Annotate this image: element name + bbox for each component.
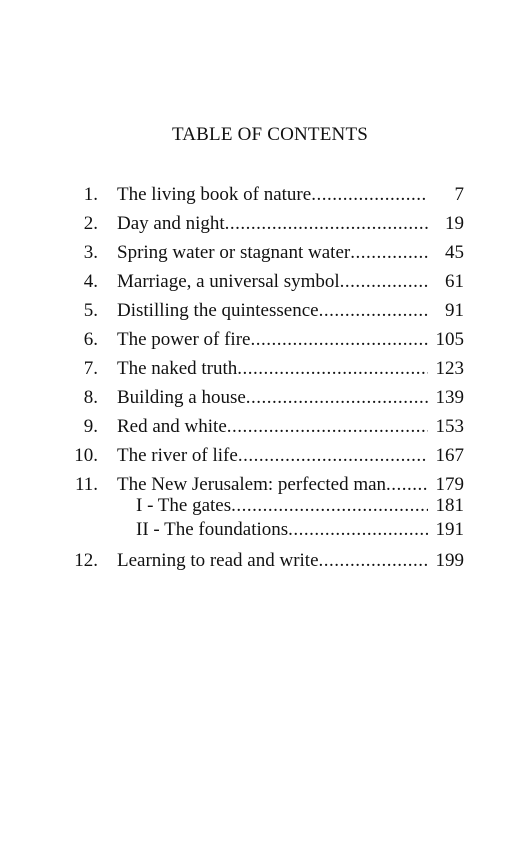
dot-leader <box>225 209 428 238</box>
dot-leader <box>231 494 428 518</box>
toc-entry-number: 3. <box>83 242 98 263</box>
toc-entry-page: 7 <box>454 184 464 205</box>
toc-entry-page: 139 <box>435 387 464 408</box>
toc-entry-number: 10. <box>74 445 98 466</box>
toc-entry-page: 61 <box>445 271 464 292</box>
page-title: TABLE OF CONTENTS <box>171 124 369 145</box>
toc-entry-title: Distilling the quintessence <box>117 300 319 321</box>
toc-entry-page: 167 <box>435 445 464 466</box>
toc-entry-number: 4. <box>83 271 98 292</box>
toc-entry-number: 7. <box>83 358 98 379</box>
toc-subentry-page: 191 <box>435 519 464 540</box>
toc-entry <box>0 412 529 441</box>
toc-entry-title: Red and white <box>117 416 227 437</box>
toc-entry <box>0 441 529 470</box>
toc-entry-title: Marriage, a universal symbol <box>117 271 340 292</box>
dot-leader <box>237 354 428 383</box>
dot-leader <box>250 325 428 354</box>
toc-entry-title: Building a house <box>117 387 246 408</box>
toc-entry-title: Day and night <box>117 213 225 234</box>
toc-entry-page: 19 <box>445 213 464 234</box>
toc-entry-number: 11. <box>74 474 98 495</box>
toc-entry-page: 105 <box>435 329 464 350</box>
toc-subentry-title: I - The gates <box>136 495 232 516</box>
toc-entry <box>0 325 529 354</box>
toc-entry-page: 123 <box>435 358 464 379</box>
toc-entry-title: The New Jerusalem: perfected man <box>117 474 387 495</box>
toc-subentry <box>0 518 529 542</box>
toc-entry-number: 6. <box>83 329 98 350</box>
toc-entry <box>0 296 529 325</box>
toc-entry-title: The living book of nature <box>117 184 312 205</box>
toc-entry <box>0 209 529 238</box>
dot-leader <box>246 383 428 412</box>
toc-entry-title: The naked truth <box>117 358 238 379</box>
dot-leader <box>350 238 428 267</box>
toc-entry <box>0 267 529 296</box>
dot-leader <box>340 267 428 296</box>
toc-entry-title: The power of fire <box>117 329 251 350</box>
toc-entry-number: 1. <box>83 184 98 205</box>
toc-subentry-page: 181 <box>435 495 464 516</box>
toc-entry <box>0 238 529 267</box>
dot-leader <box>319 546 428 575</box>
dot-leader <box>311 180 428 209</box>
toc-entry <box>0 180 529 209</box>
toc-subentry <box>0 494 529 518</box>
toc-entry-page: 153 <box>435 416 464 437</box>
toc-list <box>0 180 529 575</box>
toc-entry <box>0 470 529 494</box>
toc-entry-number: 5. <box>83 300 98 321</box>
toc-entry-page: 179 <box>435 474 464 495</box>
toc-entry-page: 91 <box>445 300 464 321</box>
toc-entry-number: 8. <box>83 387 98 408</box>
toc-entry-number: 12. <box>74 550 98 571</box>
toc-entry-page: 199 <box>435 550 464 571</box>
dot-leader <box>288 518 428 542</box>
dot-leader <box>319 296 428 325</box>
toc-entry-title: Spring water or stagnant water <box>117 242 351 263</box>
toc-entry-number: 9. <box>83 416 98 437</box>
toc-entry-number: 2. <box>83 213 98 234</box>
toc-entry <box>0 546 529 575</box>
toc-entry-title: The river of life <box>117 445 238 466</box>
toc-subentry-title: II - The foundations <box>136 519 289 540</box>
toc-entry-page: 45 <box>445 242 464 263</box>
dot-leader <box>238 441 428 470</box>
toc-entry-title: Learning to read and write <box>117 550 319 571</box>
dot-leader <box>227 412 428 441</box>
toc-entry <box>0 383 529 412</box>
toc-entry <box>0 354 529 383</box>
